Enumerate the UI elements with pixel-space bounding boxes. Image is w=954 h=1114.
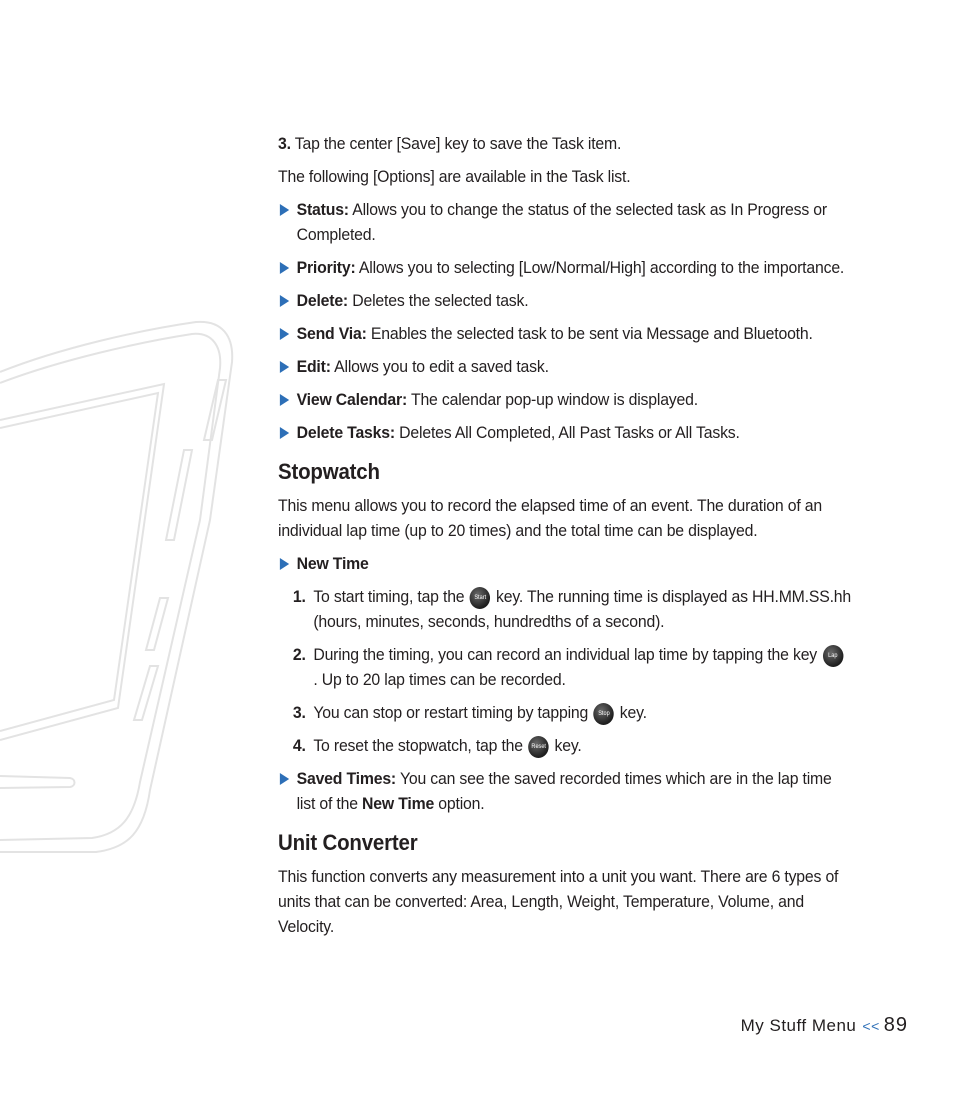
option-term: Saved Times:: [296, 769, 397, 788]
bullet-arrow-icon: [280, 295, 289, 307]
step-number: 2.: [292, 645, 306, 664]
option-text: Enables the selected task to be sent via Message and Bluetooth.: [370, 324, 813, 343]
option-text: Deletes the selected task.: [352, 291, 529, 310]
option-term: Delete Tasks:: [296, 423, 395, 442]
reset-key-icon: Reset: [528, 736, 548, 758]
option-term: View Calendar:: [296, 390, 408, 409]
lap-key-icon: Lap: [823, 645, 843, 667]
section-name: My Stuff Menu: [740, 1016, 857, 1035]
option-term: Edit:: [296, 357, 331, 376]
option-text: option.: [438, 794, 485, 813]
option-text: Allows you to edit a saved task.: [334, 357, 549, 376]
option-send-via: [278, 321, 853, 346]
step-text: To reset the stopwatch, tap the: [313, 736, 523, 755]
stopwatch-step-4: [278, 733, 853, 758]
option-delete: [278, 288, 853, 313]
option-priority: [278, 255, 853, 280]
option-delete-tasks: [278, 420, 853, 445]
options-intro: The following [Options] are available in the Task list.: [278, 167, 631, 186]
new-time-reference: New Time: [362, 794, 435, 813]
option-text: Allows you to selecting [Low/Normal/High] according to the importance.: [358, 258, 845, 277]
unit-converter-heading: Unit Converter: [278, 830, 418, 855]
bullet-arrow-icon: [280, 361, 289, 373]
option-term: Delete:: [296, 291, 349, 310]
step-text: . Up to 20 lap times can be recorded.: [313, 670, 566, 689]
page-content: [278, 131, 853, 947]
page-footer: [741, 1014, 908, 1037]
phone-outline-illustration: [0, 0, 240, 870]
option-view-calendar: [278, 387, 853, 412]
step-number: 1.: [292, 587, 306, 606]
option-text: Deletes All Completed, All Past Tasks or All Tasks.: [399, 423, 740, 442]
bullet-arrow-icon: [280, 773, 289, 785]
option-term: Send Via:: [296, 324, 367, 343]
new-time-label: New Time: [296, 554, 369, 573]
new-time-item: [278, 551, 853, 576]
option-text: You can see the saved recorded times which are in the lap time list of the: [296, 769, 832, 813]
step-3: [278, 131, 853, 156]
bullet-arrow-icon: [280, 204, 289, 216]
step-text: To start timing, tap the: [313, 587, 465, 606]
step-number: 3.: [278, 134, 291, 153]
option-term: Priority:: [296, 258, 356, 277]
saved-times-item: [278, 766, 853, 816]
step-text: key.: [619, 703, 647, 722]
step-number: 4.: [292, 736, 306, 755]
step-text: Tap the center [Save] key to save the Task item.: [294, 134, 622, 153]
stop-key-icon: Stop: [594, 703, 614, 725]
option-text: The calendar pop-up window is displayed.: [410, 390, 698, 409]
option-status: [278, 197, 853, 247]
page-number: 89: [883, 1014, 908, 1036]
stopwatch-step-1: [278, 584, 853, 634]
bullet-arrow-icon: [280, 558, 289, 570]
step-text: During the timing, you can record an individual lap time by tapping the key: [313, 645, 818, 664]
step-number: 3.: [292, 703, 306, 722]
bullet-arrow-icon: [280, 328, 289, 340]
step-text: key.: [554, 736, 582, 755]
chevron-left-icon: <<: [862, 1018, 880, 1034]
bullet-arrow-icon: [280, 394, 289, 406]
stopwatch-description: This menu allows you to record the elapsed time of an event. The duration of an individual lap time (up to 20 times) and the total time can be displayed.: [278, 496, 822, 540]
start-key-icon: Start: [470, 587, 490, 609]
step-text: key. The running time is displayed as HH.MM.SS.hh (hours, minutes, seconds, hundredths of a second).: [313, 587, 852, 631]
stopwatch-step-2: [278, 642, 853, 692]
option-edit: [278, 354, 853, 379]
stopwatch-heading: Stopwatch: [278, 459, 380, 484]
bullet-arrow-icon: [280, 427, 289, 439]
unit-converter-description: This function converts any measurement into a unit you want. There are 6 types of units that can be converted: Area, Length, Weight, Temperature, Volume, and Velocity.: [278, 867, 839, 936]
option-term: Status:: [296, 200, 349, 219]
stopwatch-step-3: [278, 700, 853, 725]
bullet-arrow-icon: [280, 262, 289, 274]
step-text: You can stop or restart timing by tapping: [313, 703, 589, 722]
option-text: Allows you to change the status of the selected task as In Progress or Completed.: [296, 200, 827, 244]
